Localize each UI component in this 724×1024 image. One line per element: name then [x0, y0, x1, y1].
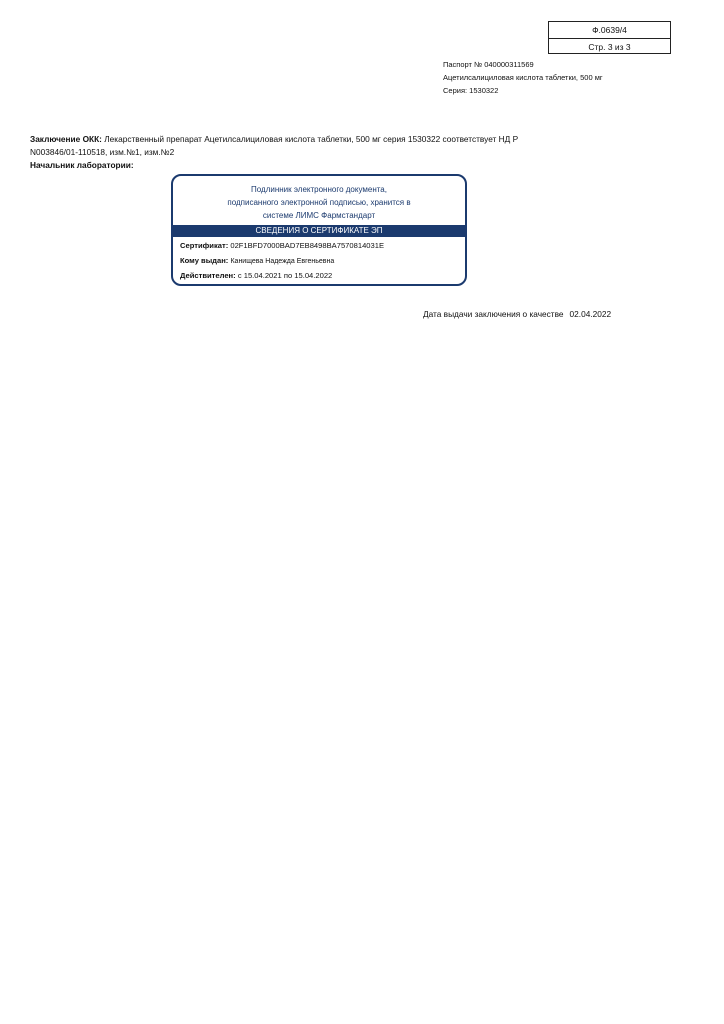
stamp-intro	[173, 176, 465, 225]
page-number: Стр. 3 из 3	[588, 42, 631, 52]
stamp-details	[173, 237, 465, 283]
form-code: Ф.0639/4	[549, 22, 670, 39]
valid-label: Действителен:	[180, 271, 236, 280]
conclusion-block	[30, 133, 590, 159]
conclusion-text-line2: N003846/01-110518, изм.№1, изм.№2	[30, 147, 175, 157]
issued-to-label: Кому выдан:	[180, 256, 229, 265]
stamp-line2: подписанного электронной подписью, хранится в	[227, 198, 411, 207]
stamp-issued-to-row	[180, 253, 465, 268]
passport-product: Ацетилсалициловая кислота таблетки, 500 мг	[443, 73, 603, 82]
valid-value: с 15.04.2021 по 15.04.2022	[237, 271, 333, 280]
passport-series: Серия: 1530322	[443, 86, 499, 95]
issued-to-value: Канищева Надежда Евгеньевна	[230, 258, 335, 265]
issue-date-label: Дата выдачи заключения о качестве	[423, 309, 564, 319]
certificate-value: 02F1BFD7000BAD7EB8498BA7570814031E	[230, 241, 385, 250]
stamp-valid-row	[180, 268, 465, 283]
stamp-band: СВЕДЕНИЯ О СЕРТИФИКАТЕ ЭП	[173, 225, 465, 237]
stamp-line3: системе ЛИМС Фармстандарт	[262, 211, 376, 220]
lab-head-label: Начальник лаборатории:	[30, 160, 134, 170]
certificate-label: Сертификат:	[180, 241, 229, 250]
issue-date-line	[423, 308, 611, 320]
electronic-signature-stamp	[171, 174, 467, 286]
passport-block	[443, 58, 603, 97]
form-code-box	[548, 21, 671, 54]
stamp-certificate-row	[180, 238, 465, 253]
stamp-line1: Подлинник электронного документа,	[251, 185, 387, 194]
passport-number: Паспорт № 040000311569	[443, 60, 534, 69]
conclusion-label: Заключение ОКК:	[30, 134, 102, 144]
conclusion-text-line1: Лекарственный препарат Ацетилсалициловая кислота таблетки, 500 мг серия 1530322 соответствует НД Р	[104, 134, 519, 144]
issue-date-value: 02.04.2022	[569, 309, 612, 319]
